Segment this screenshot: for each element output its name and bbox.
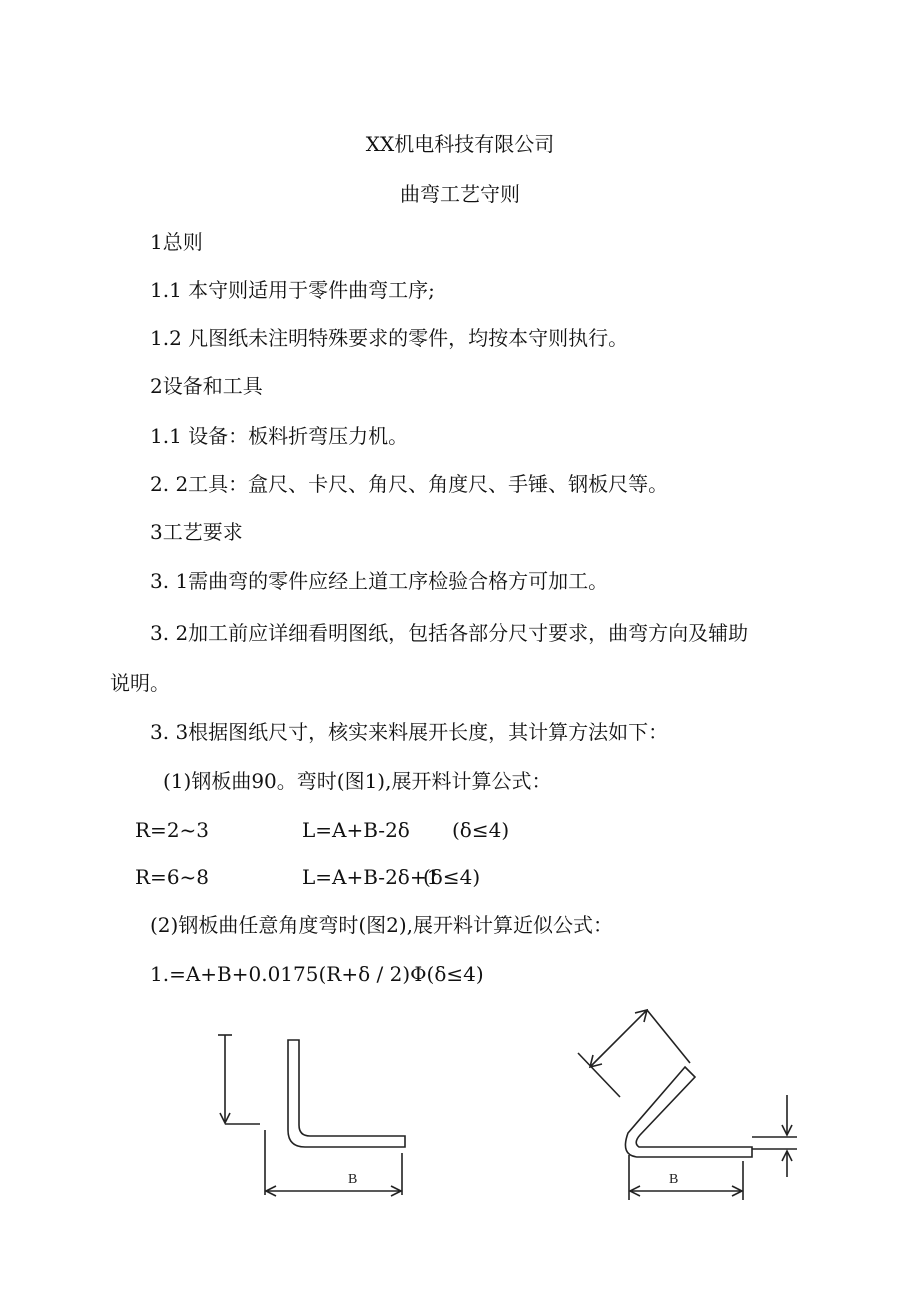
- formula-condition: (δ≤4): [423, 865, 481, 889]
- dimension-label-b: B: [669, 1172, 679, 1187]
- extension-line: [647, 1010, 690, 1063]
- dimension-line: [590, 1010, 647, 1067]
- section-heading: 2设备和工具: [150, 374, 263, 398]
- formula-l: L=A+B-2δ: [302, 818, 410, 842]
- paragraph: 3. 3根据图纸尺寸，核实来料展开长度，其计算方法如下：: [150, 720, 669, 744]
- formula-r: R=2~3: [135, 818, 210, 842]
- paragraph: (2)钢板曲任意角度弯时(图2),展开料计算近似公式：: [150, 913, 614, 937]
- paragraph: 2. 2工具：盒尺、卡尺、角尺、角度尺、手锤、钢板尺等。: [150, 472, 669, 496]
- paragraph: (1)钢板曲90。弯时(图1),展开料计算公式：: [163, 769, 552, 793]
- section-heading: 3工艺要求: [150, 520, 243, 544]
- formula-r: R=6~8: [135, 865, 210, 889]
- paragraph-continuation: 说明。: [110, 671, 170, 695]
- paragraph: 1.1 本守则适用于零件曲弯工序;: [150, 278, 435, 302]
- bent-plate-shape: [625, 1067, 752, 1157]
- document-title: 曲弯工艺守则: [400, 182, 520, 206]
- formula-condition: (δ≤4): [452, 818, 510, 842]
- formula-l: L=A+B-2δ+1: [302, 865, 440, 889]
- extension-line: [578, 1053, 620, 1097]
- dimension-label-b: B: [348, 1172, 358, 1187]
- paragraph: 3. 2加工前应详细看明图纸，包括各部分尺寸要求，曲弯方向及辅助: [150, 621, 749, 645]
- section-heading: 1总则: [150, 230, 203, 254]
- bent-plate-shape: [288, 1040, 405, 1147]
- figure-1-diagram: [200, 1025, 430, 1205]
- paragraph: 3. 1需曲弯的零件应经上道工序检验合格方可加工。: [150, 569, 609, 593]
- formula-general: 1.=A+B+0.0175(R+δ / 2)Φ(δ≤4): [150, 962, 484, 986]
- company-name: XX机电科技有限公司: [365, 132, 555, 156]
- paragraph: 1.2 凡图纸未注明特殊要求的零件，均按本守则执行。: [150, 326, 629, 350]
- paragraph: 1.1 设备：板料折弯压力机。: [150, 424, 409, 448]
- figure-2-diagram: [565, 1005, 805, 1205]
